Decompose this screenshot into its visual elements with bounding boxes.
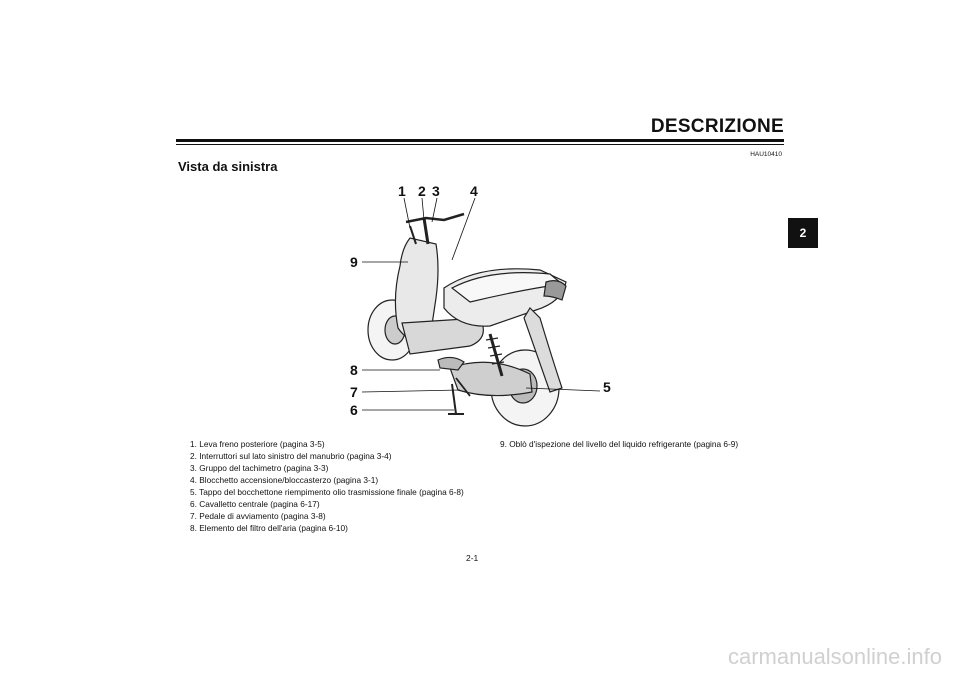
callout-1: 1 [398,183,406,199]
callout-2: 2 [418,183,426,199]
list-item: 2. Interruttori sul lato sinistro del manubrio (pagina 3-4) [190,451,392,461]
callout-7: 7 [350,384,358,400]
callout-5: 5 [603,379,611,395]
legend-list-left [178,438,468,534]
page-title: DESCRIZIONE [650,116,784,137]
list-item: 6. Cavalletto centrale (pagina 6-17) [190,499,320,509]
header-rule-thin [176,144,784,145]
list-item: 5. Tappo del bocchettone riempimento olio trasmissione finale (pagina 6-8) [190,487,464,497]
list-item: 7. Pedale di avviamento (pagina 3-8) [190,511,326,521]
handlebar [406,214,464,222]
list-item: 3. Gruppo del tachimetro (pagina 3-3) [190,463,329,473]
list-item: 8. Elemento del filtro dell'aria (pagina 6-10) [190,523,348,533]
watermark: carmanualsonline.info [727,644,942,669]
scooter-illustration [340,178,630,428]
legend-list-right [488,438,788,450]
list-item: 4. Blocchetto accensione/bloccasterzo (pagina 3-1) [190,475,379,485]
reference-code: HAU10410 [750,151,782,158]
header-rule-thick [176,139,784,142]
list-item: 1. Leva freno posteriore (pagina 3-5) [190,439,325,449]
callout-4: 4 [470,183,478,199]
page-number: 2-1 [466,553,479,563]
list-item: 9. Oblò d'ispezione del livello del liquido refrigerante (pagina 6-9) [500,439,739,449]
callout-6: 6 [350,402,358,418]
section-title: Vista da sinistra [178,159,278,174]
callout-3: 3 [432,183,440,199]
callout-8: 8 [350,362,358,378]
callout-9: 9 [350,254,358,270]
chapter-tab: 2 [788,218,818,248]
